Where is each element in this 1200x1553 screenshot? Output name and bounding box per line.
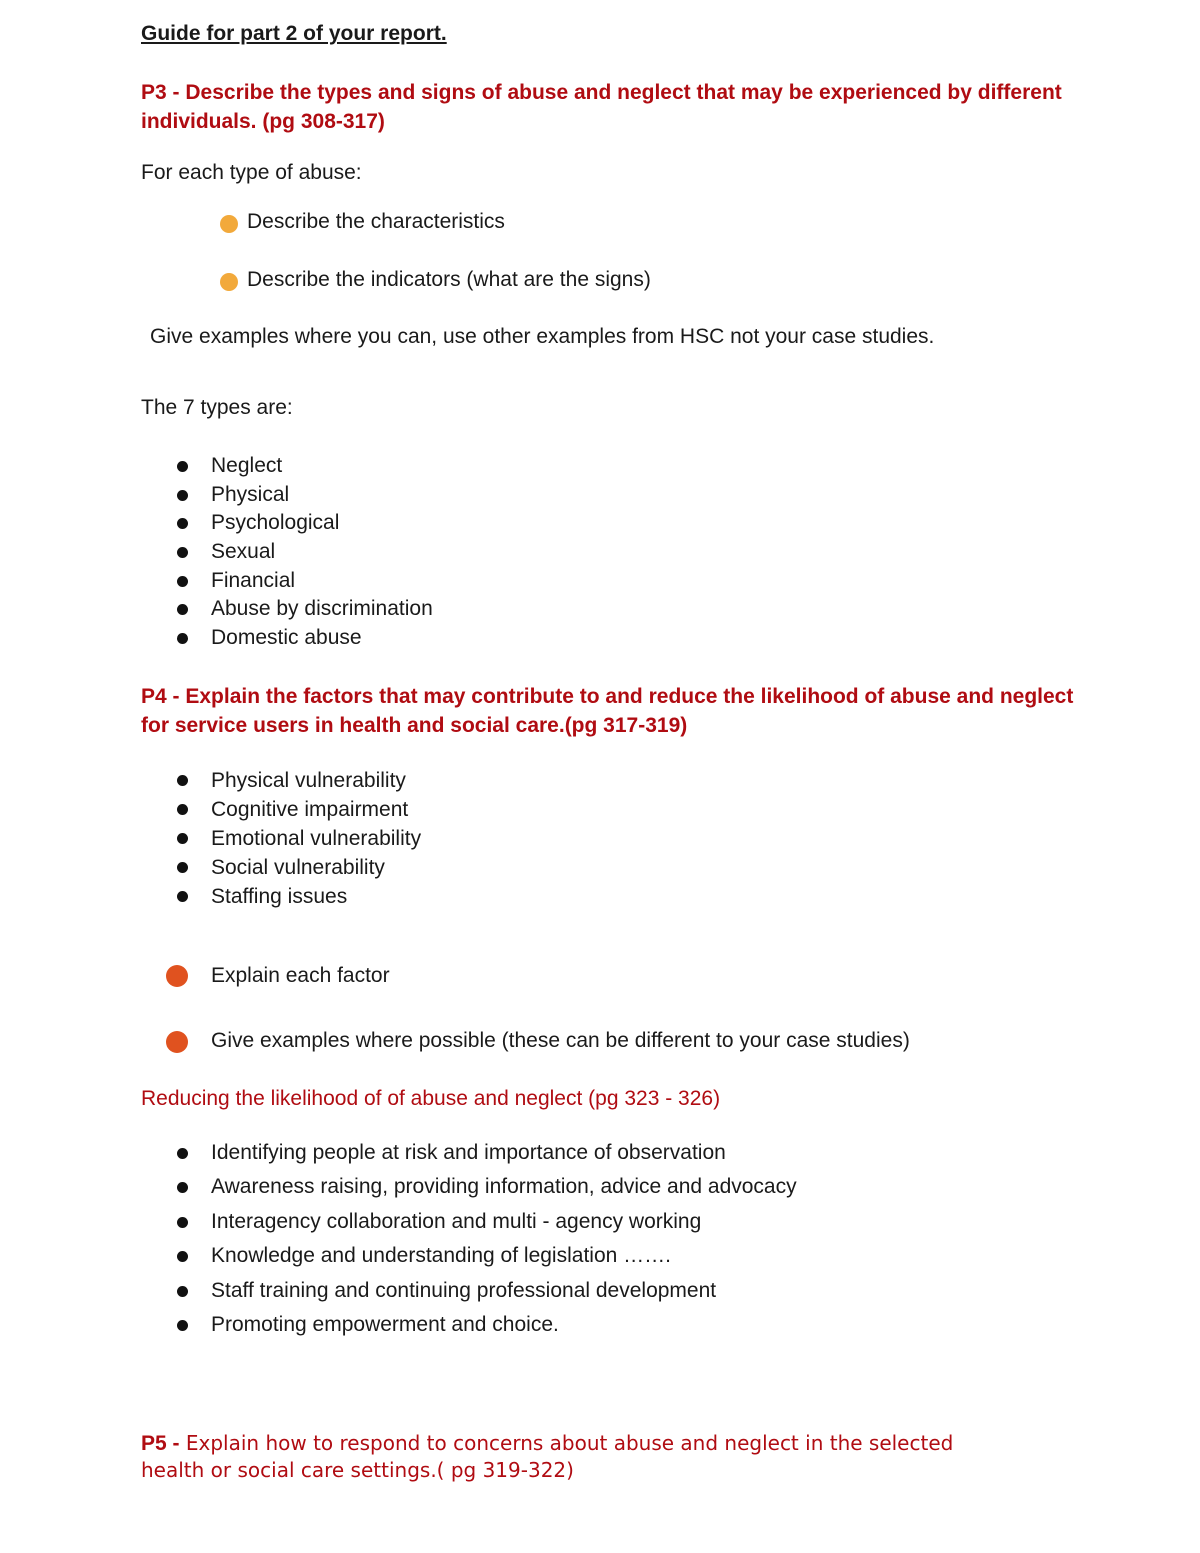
p4-point: Explain each factor <box>211 964 390 987</box>
reducing-heading: Reducing the likelihood of of abuse and neglect (pg 323 - 326) <box>141 1087 721 1110</box>
page-title: Guide for part 2 of your report. <box>141 22 447 45</box>
bullet-icon <box>177 547 188 558</box>
p3-code: P3 - <box>141 81 180 104</box>
bullet-icon <box>177 833 188 844</box>
bullet-icon <box>177 1148 188 1159</box>
list-item: Physical <box>177 481 433 510</box>
factors-list <box>177 766 421 911</box>
orange-bullet-icon <box>220 273 238 291</box>
bullet-icon <box>177 490 188 501</box>
bullet-icon <box>177 576 188 587</box>
list-item: Abuse by discrimination <box>177 595 433 624</box>
list-item: Domestic abuse <box>177 624 433 653</box>
list-item: Neglect <box>177 452 433 481</box>
list-item: Identifying people at risk and importance of observation <box>177 1138 797 1172</box>
p4-heading-line1: Explain the factors that may contribute to and reduce the likelihood of abuse and neglect <box>185 685 1074 708</box>
p4-code: P4 - <box>141 685 180 708</box>
bullet-icon <box>177 1182 188 1193</box>
list-item: Promoting empowerment and choice. <box>177 1310 797 1344</box>
list-item: Emotional vulnerability <box>177 824 421 853</box>
list-item: Cognitive impairment <box>177 795 421 824</box>
bullet-icon <box>177 633 188 644</box>
p3-point: Describe the indicators (what are the signs) <box>247 268 651 291</box>
bullet-icon <box>177 891 188 902</box>
bullet-icon <box>177 604 188 615</box>
p3-heading-line2: individuals. (pg 308-317) <box>141 110 385 133</box>
list-item: Knowledge and understanding of legislation ……. <box>177 1241 797 1275</box>
bullet-icon <box>177 461 188 472</box>
orange-bullet-icon <box>166 1031 188 1053</box>
types-heading: The 7 types are: <box>141 396 293 419</box>
list-item: Staff training and continuing professional development <box>177 1276 797 1310</box>
list-item: Interagency collaboration and multi - agency working <box>177 1207 797 1241</box>
orange-bullet-icon <box>220 215 238 233</box>
reducing-list <box>177 1138 797 1344</box>
p5-code: P5 - <box>141 1432 180 1455</box>
p4-heading-line2: for service users in health and social care.(pg 317-319) <box>141 714 688 737</box>
list-item: Sexual <box>177 538 433 567</box>
orange-bullet-icon <box>166 965 188 987</box>
p3-heading <box>141 78 1062 136</box>
p4-heading <box>141 682 1073 740</box>
bullet-icon <box>177 775 188 786</box>
bullet-icon <box>177 518 188 529</box>
list-item: Staffing issues <box>177 882 421 911</box>
list-item: Financial <box>177 567 433 596</box>
types-list <box>177 452 433 653</box>
p5-heading <box>141 1430 953 1483</box>
list-item: Physical vulnerability <box>177 766 421 795</box>
p3-heading-line1: Describe the types and signs of abuse and neglect that may be experienced by different <box>185 81 1062 104</box>
p3-point: Describe the characteristics <box>247 210 505 233</box>
p5-heading-line1: Explain how to respond to concerns about abuse and neglect in the selected <box>185 1431 954 1455</box>
intro-text: For each type of abuse: <box>141 161 362 184</box>
bullet-icon <box>177 1251 188 1262</box>
list-item: Awareness raising, providing information, advice and advocacy <box>177 1172 797 1206</box>
bullet-icon <box>177 1217 188 1228</box>
examples-note: Give examples where you can, use other examples from HSC not your case studies. <box>150 325 935 348</box>
bullet-icon <box>177 1286 188 1297</box>
bullet-icon <box>177 804 188 815</box>
bullet-icon <box>177 1320 188 1331</box>
list-item: Social vulnerability <box>177 853 421 882</box>
list-item: Psychological <box>177 509 433 538</box>
bullet-icon <box>177 862 188 873</box>
p5-heading-line2: health or social care settings.( pg 319-322) <box>141 1458 574 1482</box>
p4-point: Give examples where possible (these can be different to your case studies) <box>211 1029 910 1052</box>
